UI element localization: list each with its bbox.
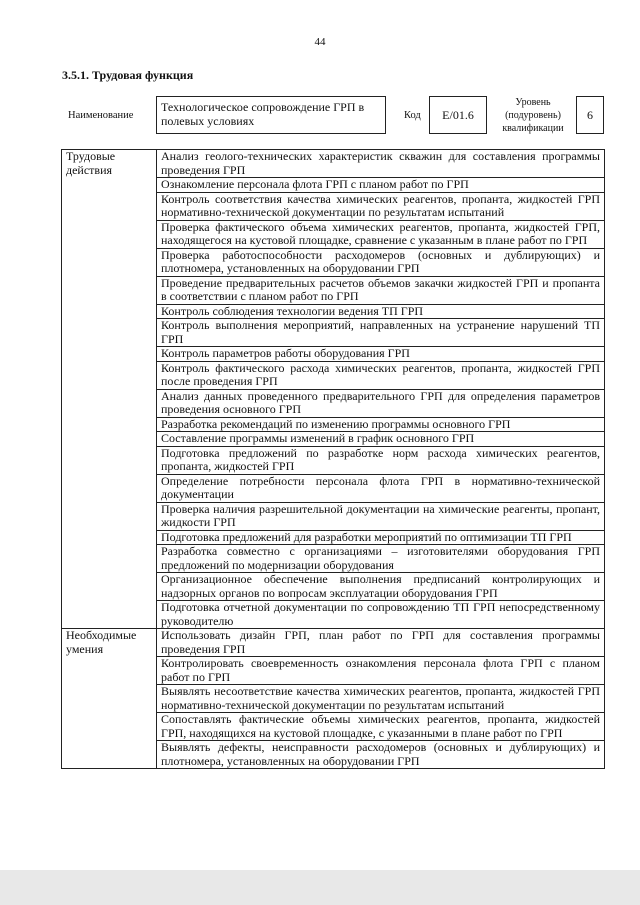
required-skill-item: Сопоставлять фактические объемы химических реагентов, пропанта, жидкостей ГРП, находящихся на кустовой площадке, с указанными в плане работ по ГРП [157, 713, 605, 741]
labor-action-item: Контроль соответствия качества химических реагентов, пропанта, жидкостей ГРП нормативно-технической документации по результатам испытаний [157, 192, 605, 220]
labor-action-item: Подготовка предложений для разработки мероприятий по оптимизации ТП ГРП [157, 530, 605, 545]
labor-action-item: Контроль параметров работы оборудования ГРП [157, 347, 605, 362]
table-row [62, 629, 605, 657]
required-skill-item: Выявлять дефекты, неисправности расходомеров (основных и дублирующих) и плотномера, установленных на оборудовании ГРП [157, 741, 605, 769]
required-skill-item: Выявлять несоответствие качества химических реагентов, пропанта, жидкостей ГРП нормативно-технической документации по результатам испытаний [157, 685, 605, 713]
labor-action-item: Проверка фактического объема химических реагентов, пропанта, жидкостей ГРП, находящегося на кустовой площадке, сравнение с указанным в плане работ по ГРП [157, 220, 605, 248]
required-skill-item: Использовать дизайн ГРП, план работ по ГРП для составления программы проведения ГРП [157, 629, 605, 657]
name-value: Технологическое сопровождение ГРП в полевых условиях [156, 96, 386, 134]
labor-action-item: Проверка работоспособности расходомеров (основных и дублирующих) и плотномера, установленных на оборудовании ГРП [157, 248, 605, 276]
section-title: 3.5.1. Трудовая функция [62, 68, 194, 82]
labor-action-item: Проверка наличия разрешительной документации на химические реагенты, пропант, жидкости ГРП [157, 502, 605, 530]
labor-action-item: Анализ геолого-технических характеристик скважин для составления программы проведения ГРП [157, 150, 605, 178]
labor-action-category: Трудовые действия [62, 150, 157, 629]
name-label: Наименование [68, 110, 134, 121]
labor-action-item: Определение потребности персонала флота ГРП в нормативно-технической документации [157, 474, 605, 502]
labor-action-item: Составление программы изменений в график основного ГРП [157, 432, 605, 447]
labor-action-item: Контроль выполнения мероприятий, направленных на устранение нарушений ТП ГРП [157, 319, 605, 347]
code-label: Код [404, 110, 421, 121]
required-skill-item: Контролировать своевременность ознакомления персонала флота ГРП с планом работ по ГРП [157, 657, 605, 685]
labor-action-item: Подготовка отчетной документации по сопровождению ТП ГРП непосредственному руководителю [157, 601, 605, 629]
labor-action-item: Контроль фактического расхода химических реагентов, пропанта, жидкостей ГРП после проведения ГРП [157, 361, 605, 389]
level-value: 6 [576, 96, 604, 134]
labor-action-item: Контроль соблюдения технологии ведения ТП ГРП [157, 304, 605, 319]
labor-action-item: Организационное обеспечение выполнения предписаний контролирующих и надзорных органов по вопросам эксплуатации оборудования ГРП [157, 573, 605, 601]
code-value: E/01.6 [429, 96, 487, 134]
labor-action-item: Подготовка предложений по разработке норм расхода химических реагентов, пропанта, жидкостей ГРП [157, 446, 605, 474]
labor-action-item: Анализ данных проведенного предварительного ГРП для определения параметров проведения основного ГРП [157, 389, 605, 417]
level-label: Уровень (подуровень) квалификации [502, 97, 564, 134]
labor-action-item: Ознакомление персонала флота ГРП с планом работ по ГРП [157, 178, 605, 193]
page-number: 44 [314, 36, 326, 48]
table-row [62, 150, 605, 178]
required-skill-category: Необходимые умения [62, 629, 157, 769]
function-table [61, 149, 605, 769]
labor-action-item: Проведение предварительных расчетов объемов закачки жидкостей ГРП и пропанта в соответствии с планом работ по ГРП [157, 276, 605, 304]
labor-action-item: Разработка рекомендаций по изменению программы основного ГРП [157, 417, 605, 432]
labor-action-item: Разработка совместно с организациями – изготовителями оборудования ГРП предложений по модернизации оборудования [157, 545, 605, 573]
bottom-shading [0, 870, 640, 905]
